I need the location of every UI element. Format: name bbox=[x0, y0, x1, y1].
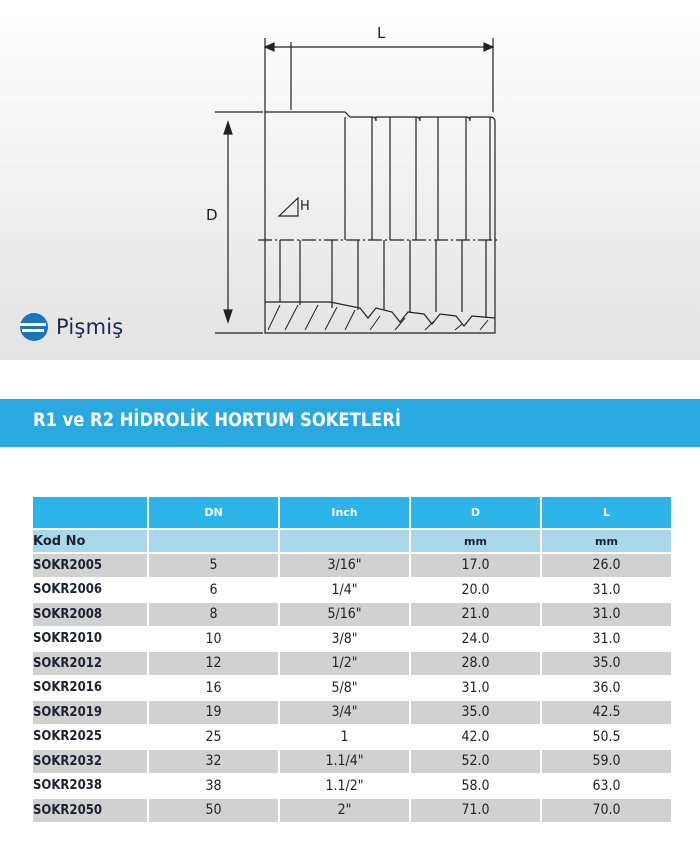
table-cell: 26.0 bbox=[542, 554, 671, 577]
table-header-row bbox=[33, 497, 671, 528]
table-cell: 28.0 bbox=[411, 652, 540, 675]
table-row bbox=[33, 799, 671, 822]
table-cell: 17.0 bbox=[411, 554, 540, 577]
brand-name: Pişmiş bbox=[56, 315, 124, 339]
table-cell: 42.0 bbox=[411, 726, 540, 749]
table-cell: 2" bbox=[280, 799, 409, 822]
table-cell: 1/4" bbox=[280, 579, 409, 602]
table-cell: 52.0 bbox=[411, 750, 540, 773]
unit-cell bbox=[149, 530, 278, 552]
brand-mark-icon bbox=[18, 312, 50, 342]
header-cell: D bbox=[411, 497, 540, 528]
table-unit-row bbox=[33, 530, 671, 552]
table-cell: 35.0 bbox=[411, 701, 540, 724]
product-code-cell: SOKR2005 bbox=[33, 554, 147, 577]
table-cell: 50.5 bbox=[542, 726, 671, 749]
table-cell: 38 bbox=[149, 775, 278, 798]
table-row bbox=[33, 554, 671, 577]
table-row bbox=[33, 677, 671, 700]
table-cell: 5/16" bbox=[280, 603, 409, 626]
product-code-cell: SOKR2010 bbox=[33, 628, 147, 651]
table-cell: 20.0 bbox=[411, 579, 540, 602]
table-cell: 21.0 bbox=[411, 603, 540, 626]
product-code-cell: SOKR2019 bbox=[33, 701, 147, 724]
table-cell: 5 bbox=[149, 554, 278, 577]
dim-length-label: L bbox=[377, 24, 386, 42]
table-cell: 1 bbox=[280, 726, 409, 749]
unit-cell: mm bbox=[542, 530, 671, 552]
table-cell: 35.0 bbox=[542, 652, 671, 675]
table-cell: 1.1/2" bbox=[280, 775, 409, 798]
table-cell: 5/8" bbox=[280, 677, 409, 700]
table-row bbox=[33, 652, 671, 675]
table-cell: 31.0 bbox=[542, 579, 671, 602]
table-cell: 36.0 bbox=[542, 677, 671, 700]
unit-cell bbox=[280, 530, 409, 552]
table-cell: 59.0 bbox=[542, 750, 671, 773]
table-cell: 6 bbox=[149, 579, 278, 602]
table-cell: 3/8" bbox=[280, 628, 409, 651]
table-cell: 31.0 bbox=[411, 677, 540, 700]
spec-table bbox=[31, 495, 673, 824]
table-cell: 1.1/4" bbox=[280, 750, 409, 773]
table-cell: 63.0 bbox=[542, 775, 671, 798]
table-cell: 58.0 bbox=[411, 775, 540, 798]
product-code-cell: SOKR2050 bbox=[33, 799, 147, 822]
unit-cell: mm bbox=[411, 530, 540, 552]
table-cell: 70.0 bbox=[542, 799, 671, 822]
table-cell: 42.5 bbox=[542, 701, 671, 724]
table-cell: 10 bbox=[149, 628, 278, 651]
header-cell: L bbox=[542, 497, 671, 528]
table-cell: 31.0 bbox=[542, 603, 671, 626]
product-code-cell: SOKR2025 bbox=[33, 726, 147, 749]
table-cell: 71.0 bbox=[411, 799, 540, 822]
technical-drawing bbox=[0, 0, 700, 360]
product-code-cell: SOKR2038 bbox=[33, 775, 147, 798]
table-cell: 50 bbox=[149, 799, 278, 822]
table-row bbox=[33, 775, 671, 798]
dim-hex-label: H bbox=[300, 199, 310, 214]
header-cell: DN bbox=[149, 497, 278, 528]
table-cell: 24.0 bbox=[411, 628, 540, 651]
table-cell: 8 bbox=[149, 603, 278, 626]
product-code-cell: SOKR2006 bbox=[33, 579, 147, 602]
table-cell: 25 bbox=[149, 726, 278, 749]
product-code-cell: SOKR2012 bbox=[33, 652, 147, 675]
table-cell: 12 bbox=[149, 652, 278, 675]
table-row bbox=[33, 603, 671, 626]
table-row bbox=[33, 750, 671, 773]
product-code-cell: SOKR2032 bbox=[33, 750, 147, 773]
table-cell: 16 bbox=[149, 677, 278, 700]
table-cell: 32 bbox=[149, 750, 278, 773]
table-row bbox=[33, 579, 671, 602]
drawing-panel bbox=[0, 0, 700, 360]
product-code-cell: SOKR2008 bbox=[33, 603, 147, 626]
title-banner bbox=[0, 399, 700, 447]
table-cell: 3/4" bbox=[280, 701, 409, 724]
table-cell: 1/2" bbox=[280, 652, 409, 675]
table-row bbox=[33, 628, 671, 651]
header-cell: Inch bbox=[280, 497, 409, 528]
table-cell: 3/16" bbox=[280, 554, 409, 577]
table-cell: 31.0 bbox=[542, 628, 671, 651]
page-title: R1 ve R2 HİDROLİK HORTUM SOKETLERİ bbox=[33, 409, 401, 431]
header-cell bbox=[33, 497, 147, 528]
dim-diameter-label: D bbox=[206, 206, 218, 224]
product-code-cell: SOKR2016 bbox=[33, 677, 147, 700]
table-row bbox=[33, 701, 671, 724]
table-cell: 19 bbox=[149, 701, 278, 724]
brand-logo bbox=[18, 310, 123, 344]
unit-cell: Kod No bbox=[33, 530, 147, 552]
table-row bbox=[33, 726, 671, 749]
